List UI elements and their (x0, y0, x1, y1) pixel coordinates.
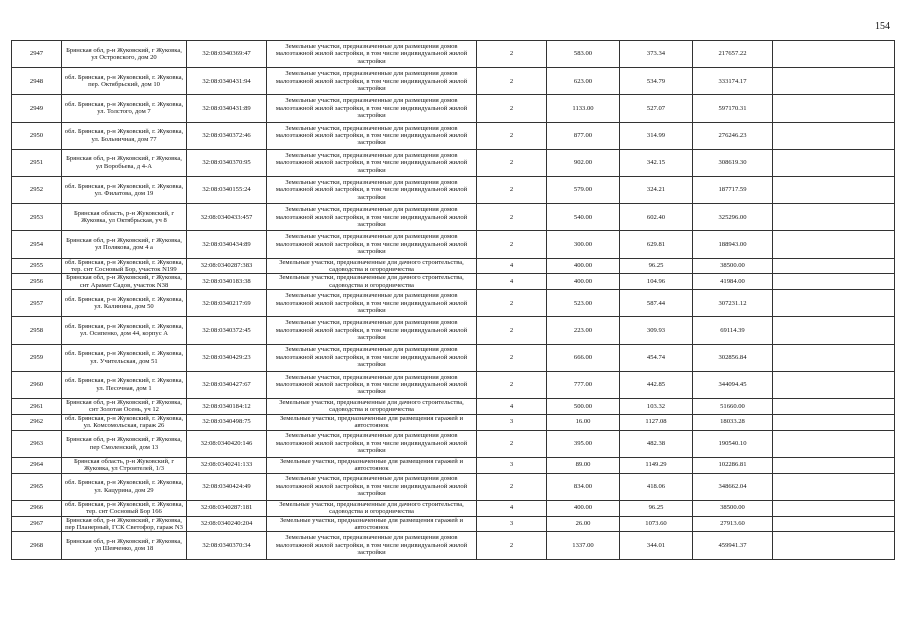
address-cell: обл. Брянская, р-н Жуковский, г. Жуковка, тер. снт Сосновый Бор 166 (62, 500, 187, 516)
cadastral-number-cell: 32:08:0340372:45 (187, 317, 267, 344)
specific-value-cell: 629.81 (620, 231, 693, 258)
empty-cell (773, 317, 895, 344)
group-code-cell: 2 (477, 176, 547, 203)
empty-cell (773, 457, 895, 473)
area-cell: 26.00 (547, 516, 620, 532)
row-number: 2968 (12, 532, 62, 559)
empty-cell (773, 204, 895, 231)
address-cell: Брянская область, р-н Жуковский, г Жуковка, ул Строителей, 1/3 (62, 457, 187, 473)
cadastral-number-cell: 32:08:0340498:75 (187, 414, 267, 430)
cadastral-value-cell: 217657.22 (693, 41, 773, 68)
area-cell: 902.00 (547, 149, 620, 176)
land-purpose-cell: Земельные участки, предназначенные для размещения домов малоэтажной жилой застройки, в том числе индивидуальной жилой застройки (267, 344, 477, 371)
row-number: 2960 (12, 371, 62, 398)
group-code-cell: 3 (477, 457, 547, 473)
land-purpose-cell: Земельные участки, предназначенные для размещения домов малоэтажной жилой застройки, в том числе индивидуальной жилой застройки (267, 176, 477, 203)
row-number: 2950 (12, 122, 62, 149)
address-cell: обл. Брянская, р-н Жуковский, г. Жуковка, ул. Больничная, дом 77 (62, 122, 187, 149)
address-cell: обл. Брянская, р-н Жуковский, г. Жуковка, ул. Комсомольская, гараж 26 (62, 414, 187, 430)
register-body (12, 41, 895, 560)
area-cell: 16.00 (547, 414, 620, 430)
land-purpose-cell: Земельные участки, предназначенные для размещения домов малоэтажной жилой застройки, в том числе индивидуальной жилой застройки (267, 231, 477, 258)
cadastral-number-cell: 32:08:0340427:67 (187, 371, 267, 398)
cadastral-number-cell: 32:08:0340183:38 (187, 274, 267, 290)
area-cell: 1133.00 (547, 95, 620, 122)
specific-value-cell: 1073.60 (620, 516, 693, 532)
table-row (12, 317, 895, 344)
area-cell: 400.00 (547, 274, 620, 290)
specific-value-cell: 324.21 (620, 176, 693, 203)
cadastral-value-cell: 38500.00 (693, 258, 773, 274)
specific-value-cell: 104.96 (620, 274, 693, 290)
group-code-cell: 4 (477, 398, 547, 414)
cadastral-value-cell: 276246.23 (693, 122, 773, 149)
cadastral-number-cell: 32:08:0340287:181 (187, 500, 267, 516)
cadastral-value-cell: 188943.00 (693, 231, 773, 258)
specific-value-cell: 534.79 (620, 68, 693, 95)
area-cell: 500.00 (547, 398, 620, 414)
group-code-cell: 2 (477, 41, 547, 68)
row-number: 2948 (12, 68, 62, 95)
empty-cell (773, 371, 895, 398)
table-row (12, 344, 895, 371)
area-cell: 666.00 (547, 344, 620, 371)
cadastral-value-cell: 333174.17 (693, 68, 773, 95)
cadastral-number-cell: 32:08:0340287:383 (187, 258, 267, 274)
empty-cell (773, 414, 895, 430)
table-row (12, 398, 895, 414)
table-row (12, 532, 895, 559)
cadastral-value-cell: 51660.00 (693, 398, 773, 414)
cadastral-number-cell: 32:08:0340370:95 (187, 149, 267, 176)
cadastral-value-cell: 190540.10 (693, 430, 773, 457)
row-number: 2966 (12, 500, 62, 516)
empty-cell (773, 122, 895, 149)
address-cell: Брянская обл, р-н Жуковский, г Жуковка, снт Арамат Садов, участок N38 (62, 274, 187, 290)
group-code-cell: 3 (477, 516, 547, 532)
cadastral-value-cell: 187717.59 (693, 176, 773, 203)
cadastral-number-cell: 32:08:0340420:146 (187, 430, 267, 457)
empty-cell (773, 68, 895, 95)
cadastral-number-cell: 32:08:0340429:23 (187, 344, 267, 371)
specific-value-cell: 1149.29 (620, 457, 693, 473)
cadastral-number-cell: 32:08:0340370:34 (187, 532, 267, 559)
cadastral-value-cell: 18033.28 (693, 414, 773, 430)
cadastral-number-cell: 32:08:0340241:133 (187, 457, 267, 473)
table-row (12, 473, 895, 500)
specific-value-cell: 602.40 (620, 204, 693, 231)
cadastral-number-cell: 32:08:0340372:46 (187, 122, 267, 149)
specific-value-cell: 96.25 (620, 258, 693, 274)
group-code-cell: 2 (477, 95, 547, 122)
cadastral-number-cell: 32:08:0340431:89 (187, 95, 267, 122)
group-code-cell: 2 (477, 344, 547, 371)
specific-value-cell: 314.99 (620, 122, 693, 149)
empty-cell (773, 516, 895, 532)
cadastral-number-cell: 32:08:0340433:457 (187, 204, 267, 231)
land-purpose-cell: Земельные участки, предназначенные для размещения домов малоэтажной жилой застройки, в том числе индивидуальной жилой застройки (267, 430, 477, 457)
specific-value-cell: 344.01 (620, 532, 693, 559)
group-code-cell: 2 (477, 68, 547, 95)
empty-cell (773, 473, 895, 500)
address-cell: Брянская обл, р-н Жуковский, г Жуковка, ул Шевченко, дом 18 (62, 532, 187, 559)
area-cell: 300.00 (547, 231, 620, 258)
table-row (12, 430, 895, 457)
row-number: 2963 (12, 430, 62, 457)
area-cell: 395.00 (547, 430, 620, 457)
cadastral-value-cell: 597170.31 (693, 95, 773, 122)
empty-cell (773, 290, 895, 317)
empty-cell (773, 532, 895, 559)
land-purpose-cell: Земельные участки, предназначенные для дачного строительства, садоводства и огородничества (267, 398, 477, 414)
row-number: 2961 (12, 398, 62, 414)
cadastral-value-cell: 348662.04 (693, 473, 773, 500)
cadastral-value-cell: 302856.84 (693, 344, 773, 371)
area-cell: 400.00 (547, 258, 620, 274)
specific-value-cell: 442.85 (620, 371, 693, 398)
table-row (12, 258, 895, 274)
cadastral-number-cell: 32:08:0340424:49 (187, 473, 267, 500)
specific-value-cell: 1127.08 (620, 414, 693, 430)
group-code-cell: 3 (477, 414, 547, 430)
specific-value-cell: 454.74 (620, 344, 693, 371)
row-number: 2947 (12, 41, 62, 68)
land-purpose-cell: Земельные участки, предназначенные для дачного строительства, садоводства и огородничества (267, 500, 477, 516)
area-cell: 523.00 (547, 290, 620, 317)
group-code-cell: 2 (477, 317, 547, 344)
row-number: 2958 (12, 317, 62, 344)
address-cell: обл. Брянская, р-н Жуковский, г. Жуковка, ул. Учительская, дом 51 (62, 344, 187, 371)
empty-cell (773, 500, 895, 516)
specific-value-cell: 373.34 (620, 41, 693, 68)
cadastral-value-cell: 41984.00 (693, 274, 773, 290)
table-row (12, 122, 895, 149)
land-purpose-cell: Земельные участки, предназначенные для размещения домов малоэтажной жилой застройки, в том числе индивидуальной жилой застройки (267, 317, 477, 344)
land-purpose-cell: Земельные участки, предназначенные для размещения домов малоэтажной жилой застройки, в том числе индивидуальной жилой застройки (267, 122, 477, 149)
land-purpose-cell: Земельные участки, предназначенные для размещения домов малоэтажной жилой застройки, в том числе индивидуальной жилой застройки (267, 95, 477, 122)
cadastral-number-cell: 32:08:0340434:89 (187, 231, 267, 258)
page-number: 154 (875, 21, 890, 32)
table-row (12, 204, 895, 231)
group-code-cell: 2 (477, 290, 547, 317)
cadastral-value-cell: 459941.37 (693, 532, 773, 559)
table-row (12, 290, 895, 317)
group-code-cell: 2 (477, 204, 547, 231)
area-cell: 579.00 (547, 176, 620, 203)
area-cell: 583.00 (547, 41, 620, 68)
specific-value-cell: 103.32 (620, 398, 693, 414)
specific-value-cell: 342.15 (620, 149, 693, 176)
address-cell: обл. Брянская, р-н Жуковский, г. Жуковка, ул. Калинина, дом 50 (62, 290, 187, 317)
cadastral-number-cell: 32:08:0340240:204 (187, 516, 267, 532)
area-cell: 89.00 (547, 457, 620, 473)
row-number: 2951 (12, 149, 62, 176)
address-cell: обл. Брянская, р-н Жуковский, г. Жуковка, ул. Кацурина, дом 29 (62, 473, 187, 500)
land-purpose-cell: Земельные участки, предназначенные для размещения домов малоэтажной жилой застройки, в том числе индивидуальной жилой застройки (267, 473, 477, 500)
empty-cell (773, 176, 895, 203)
row-number: 2967 (12, 516, 62, 532)
row-number: 2952 (12, 176, 62, 203)
address-cell: Брянская обл, р-н Жуковский, г Жуковка, ул Полякова, дом 4 а (62, 231, 187, 258)
group-code-cell: 2 (477, 430, 547, 457)
cadastral-value-cell: 27913.60 (693, 516, 773, 532)
row-number: 2954 (12, 231, 62, 258)
land-purpose-cell: Земельные участки, предназначенные для размещения домов малоэтажной жилой застройки, в том числе индивидуальной жилой застройки (267, 532, 477, 559)
address-cell: обл. Брянская, р-н Жуковский, г. Жуковка, ул. Толстого, дом 7 (62, 95, 187, 122)
cadastral-number-cell: 32:08:0340431:94 (187, 68, 267, 95)
land-purpose-cell: Земельные участки, предназначенные для размещения домов малоэтажной жилой застройки, в том числе индивидуальной жилой застройки (267, 41, 477, 68)
empty-cell (773, 258, 895, 274)
land-purpose-cell: Земельные участки, предназначенные для размещения домов малоэтажной жилой застройки, в том числе индивидуальной жилой застройки (267, 204, 477, 231)
address-cell: Брянская область, р-н Жуковский, г Жуковка, ул Октябрьская, уч 8 (62, 204, 187, 231)
empty-cell (773, 344, 895, 371)
group-code-cell: 2 (477, 122, 547, 149)
row-number: 2949 (12, 95, 62, 122)
empty-cell (773, 274, 895, 290)
area-cell: 877.00 (547, 122, 620, 149)
group-code-cell: 2 (477, 532, 547, 559)
land-purpose-cell: Земельные участки, предназначенные для дачного строительства, садоводства и огородничества (267, 258, 477, 274)
area-cell: 1337.00 (547, 532, 620, 559)
table-row (12, 41, 895, 68)
land-purpose-cell: Земельные участки, предназначенные для дачного строительства, садоводства и огородничества (267, 274, 477, 290)
group-code-cell: 4 (477, 500, 547, 516)
land-purpose-cell: Земельные участки, предназначенные для размещения гаражей и автостоянок (267, 457, 477, 473)
row-number: 2955 (12, 258, 62, 274)
row-number: 2965 (12, 473, 62, 500)
table-row (12, 414, 895, 430)
empty-cell (773, 231, 895, 258)
group-code-cell: 4 (477, 274, 547, 290)
table-row (12, 371, 895, 398)
group-code-cell: 2 (477, 473, 547, 500)
area-cell: 400.00 (547, 500, 620, 516)
specific-value-cell: 527.07 (620, 95, 693, 122)
land-purpose-cell: Земельные участки, предназначенные для размещения домов малоэтажной жилой застройки, в том числе индивидуальной жилой застройки (267, 371, 477, 398)
cadastral-value-cell: 344094.45 (693, 371, 773, 398)
row-number: 2962 (12, 414, 62, 430)
area-cell: 777.00 (547, 371, 620, 398)
cadastral-number-cell: 32:08:0340155:24 (187, 176, 267, 203)
address-cell: Брянская обл, р-н Жуковский, г Жуковка, снт Золотая Осень, уч 12 (62, 398, 187, 414)
table-row (12, 149, 895, 176)
table-row (12, 457, 895, 473)
group-code-cell: 2 (477, 371, 547, 398)
empty-cell (773, 41, 895, 68)
address-cell: обл. Брянская, р-н Жуковский, г. Жуковка, тер. снт Сосновый Бор, участок N199 (62, 258, 187, 274)
table-row (12, 500, 895, 516)
specific-value-cell: 418.06 (620, 473, 693, 500)
cadastral-value-cell: 69114.39 (693, 317, 773, 344)
cadastral-value-cell: 325296.00 (693, 204, 773, 231)
land-purpose-cell: Земельные участки, предназначенные для размещения гаражей и автостоянок (267, 414, 477, 430)
row-number: 2959 (12, 344, 62, 371)
table-row (12, 176, 895, 203)
row-number: 2956 (12, 274, 62, 290)
address-cell: Брянская обл, р-н Жуковский, г Жуковка, пер Планерный, ГСК Светофор, гараж N3 (62, 516, 187, 532)
cadastral-value-cell: 308619.30 (693, 149, 773, 176)
cadastral-number-cell: 32:08:0340184:12 (187, 398, 267, 414)
cadastral-register-table (11, 40, 895, 560)
address-cell: обл. Брянская, р-н Жуковский, г. Жуковка, ул. Осипенко, дом 44, корпус А (62, 317, 187, 344)
specific-value-cell: 587.44 (620, 290, 693, 317)
land-purpose-cell: Земельные участки, предназначенные для размещения домов малоэтажной жилой застройки, в том числе индивидуальной жилой застройки (267, 290, 477, 317)
cadastral-number-cell: 32:08:0340217:69 (187, 290, 267, 317)
area-cell: 223.00 (547, 317, 620, 344)
table-row (12, 95, 895, 122)
address-cell: Брянская обл, р-н Жуковский, г Жуковка, ул Воробьева, д 4-А (62, 149, 187, 176)
area-cell: 623.00 (547, 68, 620, 95)
cadastral-value-cell: 307231.12 (693, 290, 773, 317)
group-code-cell: 2 (477, 149, 547, 176)
table-row (12, 274, 895, 290)
row-number: 2957 (12, 290, 62, 317)
land-purpose-cell: Земельные участки, предназначенные для размещения домов малоэтажной жилой застройки, в том числе индивидуальной жилой застройки (267, 149, 477, 176)
area-cell: 540.00 (547, 204, 620, 231)
address-cell: обл. Брянская, р-н Жуковский, г. Жуковка, ул. Филатова, дом 19 (62, 176, 187, 203)
cadastral-value-cell: 102286.81 (693, 457, 773, 473)
table-row (12, 68, 895, 95)
area-cell: 834.00 (547, 473, 620, 500)
empty-cell (773, 398, 895, 414)
group-code-cell: 2 (477, 231, 547, 258)
table-row (12, 231, 895, 258)
group-code-cell: 4 (477, 258, 547, 274)
cadastral-value-cell: 38500.00 (693, 500, 773, 516)
land-purpose-cell: Земельные участки, предназначенные для размещения гаражей и автостоянок (267, 516, 477, 532)
row-number: 2953 (12, 204, 62, 231)
empty-cell (773, 430, 895, 457)
specific-value-cell: 96.25 (620, 500, 693, 516)
address-cell: обл. Брянская, р-н Жуковский, г. Жуковка, ул. Песочная, дом 1 (62, 371, 187, 398)
empty-cell (773, 149, 895, 176)
address-cell: обл. Брянская, р-н Жуковский, г. Жуковка, пер. Октябрьский, дом 10 (62, 68, 187, 95)
specific-value-cell: 482.38 (620, 430, 693, 457)
address-cell: Брянская обл, р-н Жуковский, г Жуковка, пер Смоленский, дом 13 (62, 430, 187, 457)
table-row (12, 516, 895, 532)
empty-cell (773, 95, 895, 122)
address-cell: Брянская обл, р-н Жуковский, г Жуковка, ул Островского, дом 20 (62, 41, 187, 68)
row-number: 2964 (12, 457, 62, 473)
specific-value-cell: 309.93 (620, 317, 693, 344)
cadastral-number-cell: 32:08:0340369:47 (187, 41, 267, 68)
land-purpose-cell: Земельные участки, предназначенные для размещения домов малоэтажной жилой застройки, в том числе индивидуальной жилой застройки (267, 68, 477, 95)
